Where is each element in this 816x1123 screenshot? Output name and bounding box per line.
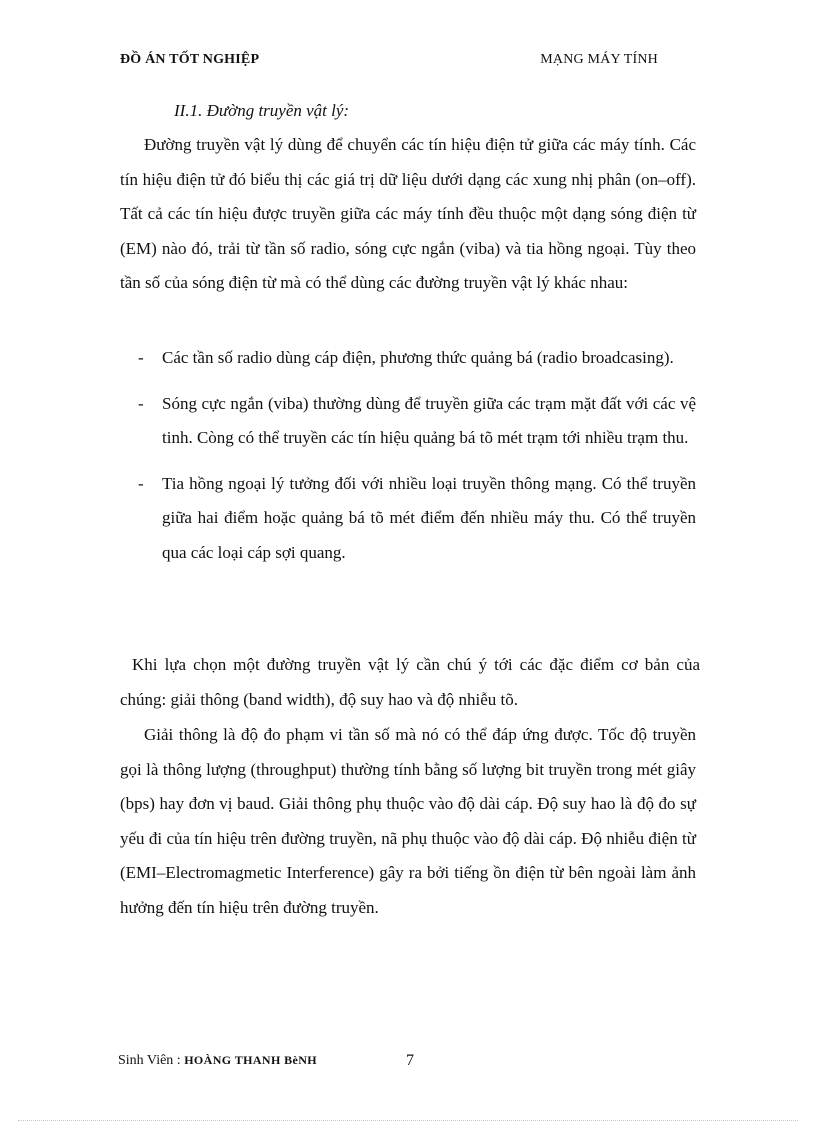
list-item bbox=[120, 341, 696, 376]
bullet-dash: - bbox=[138, 473, 144, 493]
paragraph-bandwidth: Giải thông là độ đo phạm vi tần số mà nó có thể đáp ứng được. Tốc độ truyền gọi là thông lượng (throughput) thường tính bằng số lượng bit truyền trong mét giây (bps) hay đơn vị baud. Giải thông phụ thuộc vào độ dài cáp. Độ suy hao là độ đo sự yếu đi của tín hiệu trên đường truyền, nã phụ thuộc vào độ dài cáp. Độ nhiễu điện từ (EMI–Electromagmetic Interference) gây ra bởi tiếng ồn điện từ bên ngoài làm ảnh hưởng đến tín hiệu trên đường truyền. bbox=[120, 725, 696, 917]
header-title-right: MẠNG MÁY TÍNH bbox=[540, 52, 658, 67]
page-number: 7 bbox=[406, 1052, 414, 1069]
list-item-text: Tia hồng ngoại lý tưởng đối với nhiều loại truyền thông mạng. Có thể truyền giữa hai điểm hoặc quảng bá tõ mét điểm đến nhiều máy thu. Có thể truyền qua các loại cáp sợi quang. bbox=[162, 473, 696, 562]
list-item bbox=[120, 387, 696, 456]
footer-student bbox=[118, 1053, 317, 1069]
list-item-text: Sóng cực ngắn (viba) thường dùng để truyền giữa các trạm mặt đất với các vệ tinh. Còng có thể truyền các tín hiệu quảng bá tõ mét trạm tới nhiều trạm thu. bbox=[162, 393, 696, 447]
section-heading: II.1. Đường truyền vật lý: bbox=[174, 101, 350, 120]
list-item bbox=[120, 467, 696, 571]
bullet-dash: - bbox=[138, 393, 144, 413]
bullet-dash: - bbox=[138, 348, 144, 367]
paragraph-intro: Đường truyền vật lý dùng để chuyển các tín hiệu điện tử giữa các máy tính. Các tín hiệu điện tử đó biểu thị các giá trị dữ liệu dưới dạng các xung nhị phân (on–off). Tất cả các tín hiệu được truyền giữa các máy tính đều thuộc một dạng sóng điện từ (EM) nào đó, trải từ tần số radio, sóng cực ngắn (viba) và tia hồng ngoại. Tùy theo tần số của sóng điện từ mà có thể dùng các đường truyền vật lý khác nhau: bbox=[120, 135, 696, 292]
page-bottom-divider bbox=[18, 1120, 798, 1121]
footer-student-label: Sinh Viên : bbox=[118, 1053, 181, 1068]
paragraph-selection: Khi lựa chọn một đường truyền vật lý cần chú ý tới các đặc điểm cơ bản của chúng: giải thông (band width), độ suy hao và độ nhiễu tõ. bbox=[120, 655, 700, 709]
bullet-list bbox=[120, 341, 696, 581]
footer-student-name: HOÀNG THANH BèNH bbox=[184, 1053, 318, 1067]
list-item-text: Các tần số radio dùng cáp điện, phương thức quảng bá (radio broadcasing). bbox=[162, 348, 674, 367]
header-title-left: ĐỒ ÁN TỐT NGHIỆP bbox=[120, 52, 260, 67]
